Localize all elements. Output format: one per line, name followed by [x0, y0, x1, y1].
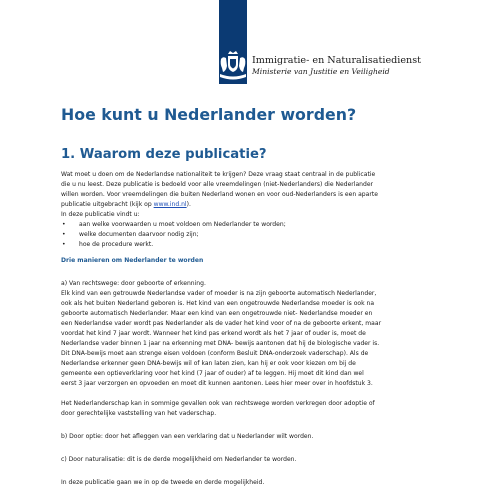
body-line: geboorte automatisch Nederlander. Maar een kind van een ongetrouwde niet- Nederlandse moeder en: [61, 310, 373, 317]
item-a-title: a) Van rechtswege: door geboorte of erkenning.: [61, 280, 206, 287]
body-line: willen worden. Voor vreemdelingen die buiten Nederland wonen en voor oud-Nederlanders is een aparte: [61, 191, 378, 198]
document-body: [61, 170, 461, 488]
body-line: Nederlandse vader binnen 1 jaar na erkenning met DNA- bewijs aantonen dat hij de biologische vader is.: [61, 340, 380, 347]
body-line: ook als het buiten Nederland geboren is. Het kind van een ongetrouwde Nederlandse moeder is ook na: [61, 300, 375, 307]
item-b: b) Door optie: door het afleggen van een verklaring dat u Nederlander wilt worden.: [61, 433, 314, 440]
list-item: • hoe de procedure werkt.: [61, 240, 461, 250]
body-line: Het Nederlanderschap kan in sommige gevallen ook van rechtswege worden verkregen door adoptie of: [61, 400, 375, 407]
body-line: Elk kind van een getrouwde Nederlandse vader of moeder is na zijn geboorte automatisch Nederlander,: [61, 290, 377, 297]
coat-of-arms-icon: [218, 50, 248, 82]
list-lead: In deze publicatie vindt u:: [61, 211, 140, 218]
body-line: door gerechtelijke vaststelling van het vaderschap.: [61, 410, 217, 417]
subheading: Drie manieren om Nederlander te worden: [61, 257, 204, 264]
link-prefix: publicatie uitgebracht (kijk op: [61, 201, 154, 208]
body-line: Nederlandse erkenner geen DNA-bewijs wil of kan laten zien, kan hij er ook voor kiezen om bij de: [61, 360, 356, 367]
body-line: Dit DNA-bewijs moet aan strenge eisen voldoen (conform Besluit DNA-onderzoek vaderschap). Als de: [61, 350, 369, 357]
body-line: gemeente een optieverklaring voor het kind (7 jaar of ouder) af te leggen. Hij moet dit kind dan wel: [61, 370, 364, 377]
body-line: voordat het kind 7 jaar wordt. Wanneer het kind pas erkend wordt als het 7 jaar of ouder is, moet de: [61, 330, 366, 337]
topics-list: [61, 220, 461, 250]
link-suffix: ).: [186, 201, 191, 208]
body-line: die u nu leest. Deze publicatie is bedoeld voor alle vreemdelingen (niet-Nederlanders) die Nederlander: [61, 181, 374, 188]
item-c: c) Door naturalisatie: dit is de derde mogelijkheid om Nederlander te worden.: [61, 456, 297, 463]
body-line: eerst 3 jaar verzorgen en opvoeden en moet dit kunnen aantonen. Lees hier meer over in hoofdstuk 3.: [61, 380, 373, 387]
org-name: Immigratie- en Naturalisatiedienst: [252, 55, 421, 66]
closing-line: In deze publicatie gaan we in op de tweede en derde mogelijkheid.: [61, 479, 265, 486]
body-line: een Nederlandse vader wordt pas Nederlander als de vader het kind voor of na de geboorte erkent, maar: [61, 320, 382, 327]
organization-name: [252, 55, 421, 77]
list-item: • aan welke voorwaarden u moet voldoen om Nederlander te worden;: [61, 220, 461, 230]
document-title: Hoe kunt u Nederlander worden?: [61, 105, 357, 124]
list-item: • welke documenten daarvoor nodig zijn;: [61, 230, 461, 240]
section-heading: 1. Waarom deze publicatie?: [61, 147, 267, 162]
org-ministry: Ministerie van Justitie en Veiligheid: [252, 67, 390, 76]
body-line: Wat moet u doen om de Nederlandse nationaliteit te krijgen? Deze vraag staat centraal in de publicatie: [61, 171, 376, 178]
body-line-with-link: [61, 200, 461, 210]
ind-website-link[interactable]: www.ind.nl: [153, 201, 187, 208]
